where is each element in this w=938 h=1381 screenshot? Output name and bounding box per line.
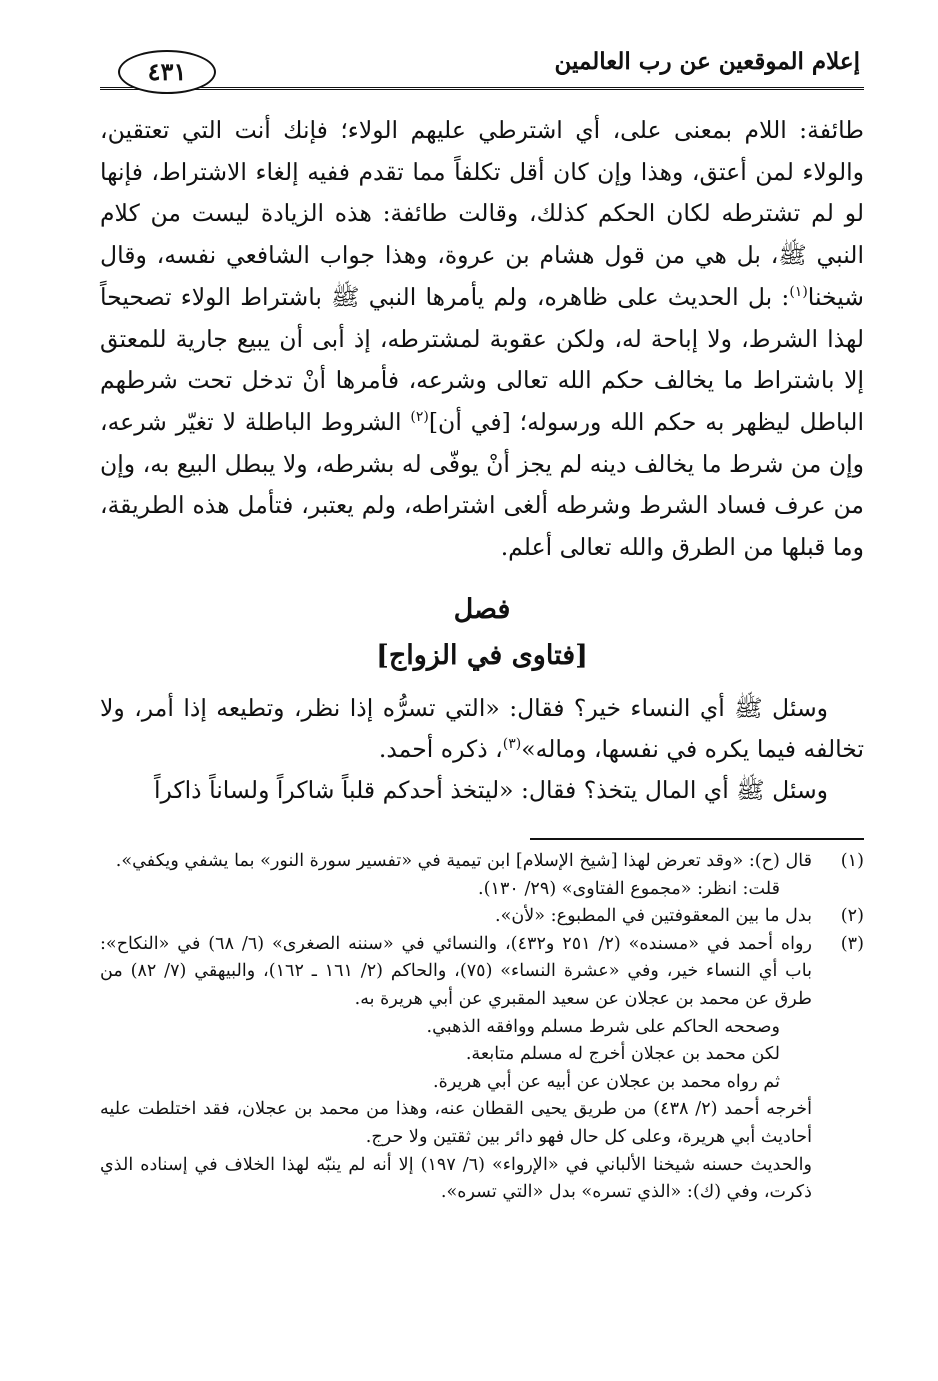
- paragraph: [100, 110, 864, 569]
- paragraph: [100, 770, 864, 811]
- paragraph: [100, 688, 864, 770]
- page-header: [100, 44, 864, 90]
- footnote-separator: [530, 838, 864, 840]
- paragraph-text: الشروط الباطلة لا تغيّر شرعه، وإن من شرط ما يخالف دينه لم يجز أنْ يوفّى له بشرطه، ولا يبطل البيع به، وإن من عرف فساد الشرط وشرطه ألغى اشتراطه، ولم يعتبر، فتأمل هذه الطريقة، وما قبلها من الطرق والله تعالى أعلم.: [100, 407, 864, 562]
- paragraph-text: ، ذكره أحمد.: [378, 735, 503, 763]
- footnote-ref[interactable]: (٢): [410, 409, 429, 426]
- footnote-ref[interactable]: (٣): [502, 736, 522, 753]
- footnote: [100, 931, 864, 1207]
- footnote-line: رواه أحمد في «مسنده» (٢/ ٢٥١ و٤٣٢)، والنسائي في «سننه الصغرى» (٦/ ٦٨) في «النكاح»: باب أي النساء خير، وفي «عشرة النساء» (٧٥)، والحاكم (٢/ ١٦١ ـ ١٦٢)، والبيهقي (٧/ ٨٢) من طرق عن محمد بن عجلان عن سعيد المقبري عن أبي هريرة به.: [100, 933, 812, 1009]
- footnote-line: لكن محمد بن عجلان أخرج له مسلم متابعة.: [465, 1044, 780, 1065]
- footnote-number: (٢): [840, 906, 864, 927]
- paragraph-text: طائفة: اللام بمعنى على، أي اشترطي عليهم الولاء؛ فإنك أنت التي تعتقين، والولاء لمن أعتق، وهذا وإن كان أقل تكلفاً مما تقدم ففيه إلغاء الاشتراط، فإنها لو لم تشترطه لكان الحكم كذلك، وقالت طائفة: هذه الزيادة ليست من كلام النبي ﷺ، بل هي من قول هشام بن عروة، وهذا جواب الشافعي نفسه، وقال شيخنا: [100, 116, 864, 311]
- paragraph-text: وسئل ﷺ أي المال يتخذ؟ فقال: «ليتخذ أحدكم قلباً شاكراً ولساناً ذاكراً: [153, 776, 828, 804]
- footnote: [100, 848, 864, 903]
- footnote-line: وصححه الحاكم على شرط مسلم ووافقه الذهبي.: [426, 1016, 780, 1037]
- footnote: [100, 903, 864, 931]
- footnotes: [100, 848, 864, 1207]
- section-subheading: [فتاوى في الزواج]: [376, 640, 588, 671]
- header-rule: [100, 87, 864, 90]
- book-title: إعلام الموقعين عن رب العالمين: [554, 48, 860, 75]
- footnote-number: (١): [840, 851, 864, 871]
- footnote-line: قال (ح): «وقد تعرض لهذا [شيخ الإسلام] ابن تيمية في «تفسير سورة النور» بما يشفي ويكفي».: [115, 851, 812, 871]
- page-number: ٤٣١: [118, 50, 216, 94]
- footnote-number: (٣): [840, 933, 864, 954]
- footnote-line: أخرجه أحمد (٢/ ٤٣٨) من طريق يحيى القطان عنه، وهذا من محمد بن عجلان، فقد اختلطت عليه أحاديث أبي هريرة، وعلى كل حال فهو دائر بين ثقتين ولا حرج.: [100, 1099, 812, 1147]
- footnote-line: قلت: انظر: «مجموع الفتاوى» (٢٩/ ١٣٠).: [478, 878, 780, 899]
- paragraph-text: وسئل ﷺ أي النساء خير؟ فقال: «التي تسرُّه إذا نظر، وتطيعه إذا أمر، ولا تخالفه فيما يكره في نفسها، وماله»: [100, 694, 864, 763]
- main-text-continued: [100, 688, 864, 811]
- section-heading: فصل: [453, 594, 511, 625]
- footnote-ref[interactable]: (١): [789, 283, 808, 300]
- paragraph-text: : بل الحديث على ظاهره، ولم يأمرها النبي ﷺ باشتراط الولاء تصحيحاً لهذا الشرط، ولا إباحة له، ولكن عقوبة لمشترطه، إذ أبى أن يبيع جارية للمعتق إلا باشتراط ما يخالف حكم الله تعالى وشرعه، فأمرها أنْ تدخل تحت شرطهم الباطل ليظهر به حكم الله ورسوله؛ [في أن]: [100, 282, 864, 436]
- main-text: [100, 110, 864, 569]
- footnote-line: ثم رواه محمد بن عجلان عن أبيه عن أبي هريرة.: [433, 1071, 780, 1092]
- footnote-line: والحديث حسنه شيخنا الألباني في «الإرواء» (٦/ ١٩٧) إلا أنه لم ينبّه لهذا الخلاف في إسناده الذي ذكرت، وفي (ك): «الذي تسره» بدل «التي تسره».: [100, 1154, 812, 1203]
- footnote-line: بدل ما بين المعقوفتين في المطبوع: «لأن».: [495, 906, 812, 927]
